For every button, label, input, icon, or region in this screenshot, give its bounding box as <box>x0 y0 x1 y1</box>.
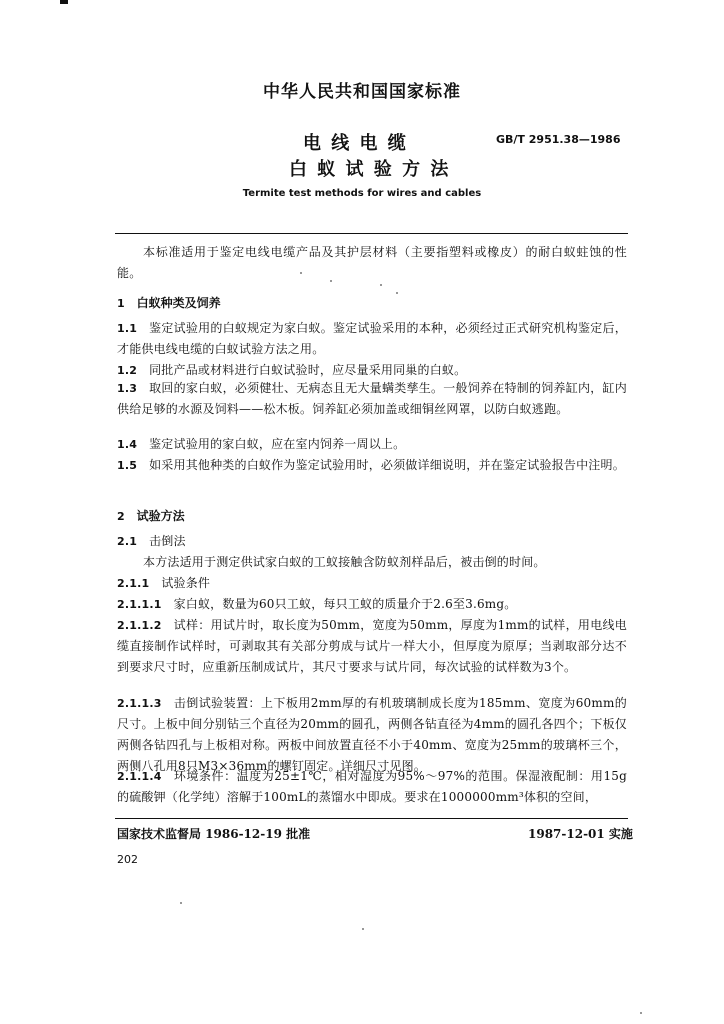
clause-1-3 <box>117 378 627 420</box>
clause-text: 家白蚁，数量为60只工蚁，每只工蚁的质量介于2.6至3.6mg。 <box>173 597 517 611</box>
clause-text: 鉴定试验用的家白蚁，应在室内饲养一周以上。 <box>149 437 406 451</box>
section-2-number: 2 <box>117 510 125 523</box>
clause-2-1-1-3 <box>117 693 627 777</box>
clause-number: 2.1.1.4 <box>117 770 162 783</box>
section-2-title: 试验方法 <box>136 509 185 523</box>
clause-1-1 <box>117 318 627 360</box>
clause-2-1-1 <box>117 573 627 594</box>
clause-text: 同批产品或材料进行白蚁试验时，应尽量采用同巢的白蚁。 <box>149 363 467 377</box>
standard-code: GB/T 2951.38—1986 <box>496 133 621 146</box>
implementation-date: 1987-12-01 实施 <box>528 827 633 841</box>
clause-text: 鉴定试验用的白蚁规定为家白蚁。鉴定试验采用的本种，必须经过正式研究机构鉴定后，才能供电线电缆的白蚁试验方法之用。 <box>117 321 627 356</box>
title-line-1: 电 线 电 缆 <box>303 133 408 154</box>
clause-text: 如采用其他种类的白蚁作为鉴定试验用时，必须做详细说明，并在鉴定试验报告中注明。 <box>149 458 625 472</box>
section-1-title: 白蚁种类及饲养 <box>136 296 221 310</box>
bottom-rule <box>115 818 628 819</box>
title-line-2: 白 蚁 试 验 方 法 <box>289 159 451 180</box>
clause-2-1 <box>117 531 627 552</box>
scan-speck <box>300 272 302 274</box>
scan-speck <box>640 1012 642 1014</box>
clause-1-4 <box>117 434 627 455</box>
clause-2-1-1-2 <box>117 615 627 678</box>
section-2-heading <box>117 507 185 524</box>
clause-number: 1.5 <box>117 459 138 472</box>
clause-number: 1.1 <box>117 322 138 335</box>
clause-number: 1.4 <box>117 438 138 451</box>
section-1-number: 1 <box>117 297 125 310</box>
clause-2-1-1-1 <box>117 594 627 615</box>
scan-mark <box>60 0 68 4</box>
clause-text: 试样：用试片时，取长度为50mm，宽度为50mm，厚度为1mm的试样，用电线电缆直接制作试样时，可剥取其有关部分剪成与试片一样大小，但厚度为原厚；当剥取部分达不到要求尺寸时，应重新压制成试片，其尺寸要求与试片同，每次试验的试样数为3个。 <box>117 618 627 674</box>
clause-number: 1.2 <box>117 364 138 377</box>
clause-text: 取回的家白蚁，必须健壮、无病态且无大量螨类孳生。一般饲养在特制的饲养缸内，缸内供给足够的水源及饲料——松木板。饲养缸必须加盖或细铜丝网罩，以防白蚁逃跑。 <box>117 381 627 416</box>
scan-speck <box>380 284 382 286</box>
scan-speck <box>362 928 364 930</box>
scan-speck <box>396 292 398 294</box>
clause-number: 2.1.1.2 <box>117 619 162 632</box>
clause-text: 环境条件：温度为25±1℃，相对湿度为95%～97%的范围。保湿液配制：用15g的硫酸钾（化学纯）溶解于100mL的蒸馏水中即成。要求在1000000mm³体积的空间， <box>117 769 627 804</box>
clause-1-5 <box>117 455 627 476</box>
clause-2-1-text: 本方法适用于测定供试家白蚁的工蚁接触含防蚁剂样品后，被击倒的时间。 <box>143 555 546 569</box>
scan-speck <box>180 902 182 904</box>
intro-paragraph: 本标准适用于鉴定电线电缆产品及其护层材料（主要指塑料或橡皮）的耐白蚁蛀蚀的性能。 <box>117 245 627 280</box>
clause-number: 2.1 <box>117 535 138 548</box>
national-standard-heading: 中华人民共和国国家标准 <box>263 82 461 102</box>
page-number: 202 <box>117 853 138 866</box>
clause-title: 击倒法 <box>149 534 186 548</box>
clause-number: 2.1.1.1 <box>117 598 162 611</box>
top-rule <box>115 233 628 234</box>
clause-number: 2.1.1 <box>117 577 150 590</box>
clause-number: 1.3 <box>117 382 138 395</box>
clause-number: 2.1.1.3 <box>117 697 162 710</box>
section-1-heading <box>117 294 221 311</box>
english-title: Termite test methods for wires and cables <box>242 188 482 199</box>
approval-note: 国家技术监督局 1986-12-19 批准 <box>117 827 311 841</box>
scan-speck <box>330 280 332 282</box>
clause-text: 击倒试验装置：上下板用2mm厚的有机玻璃制成长度为185mm、宽度为60mm的尺寸。上板中间分别钻三个直径为20mm的圆孔，两侧各钻直径为4mm的圆孔各四个；下板仅两侧各钻四孔与上板相对称。两板中间放置直径不小于40mm、宽度为25mm的玻璃杯三个，两侧八孔用8只M3×36mm的螺钉固定。详细尺寸见图。 <box>117 696 627 773</box>
clause-title: 试验条件 <box>161 576 211 590</box>
clause-2-1-1-4 <box>117 766 627 808</box>
